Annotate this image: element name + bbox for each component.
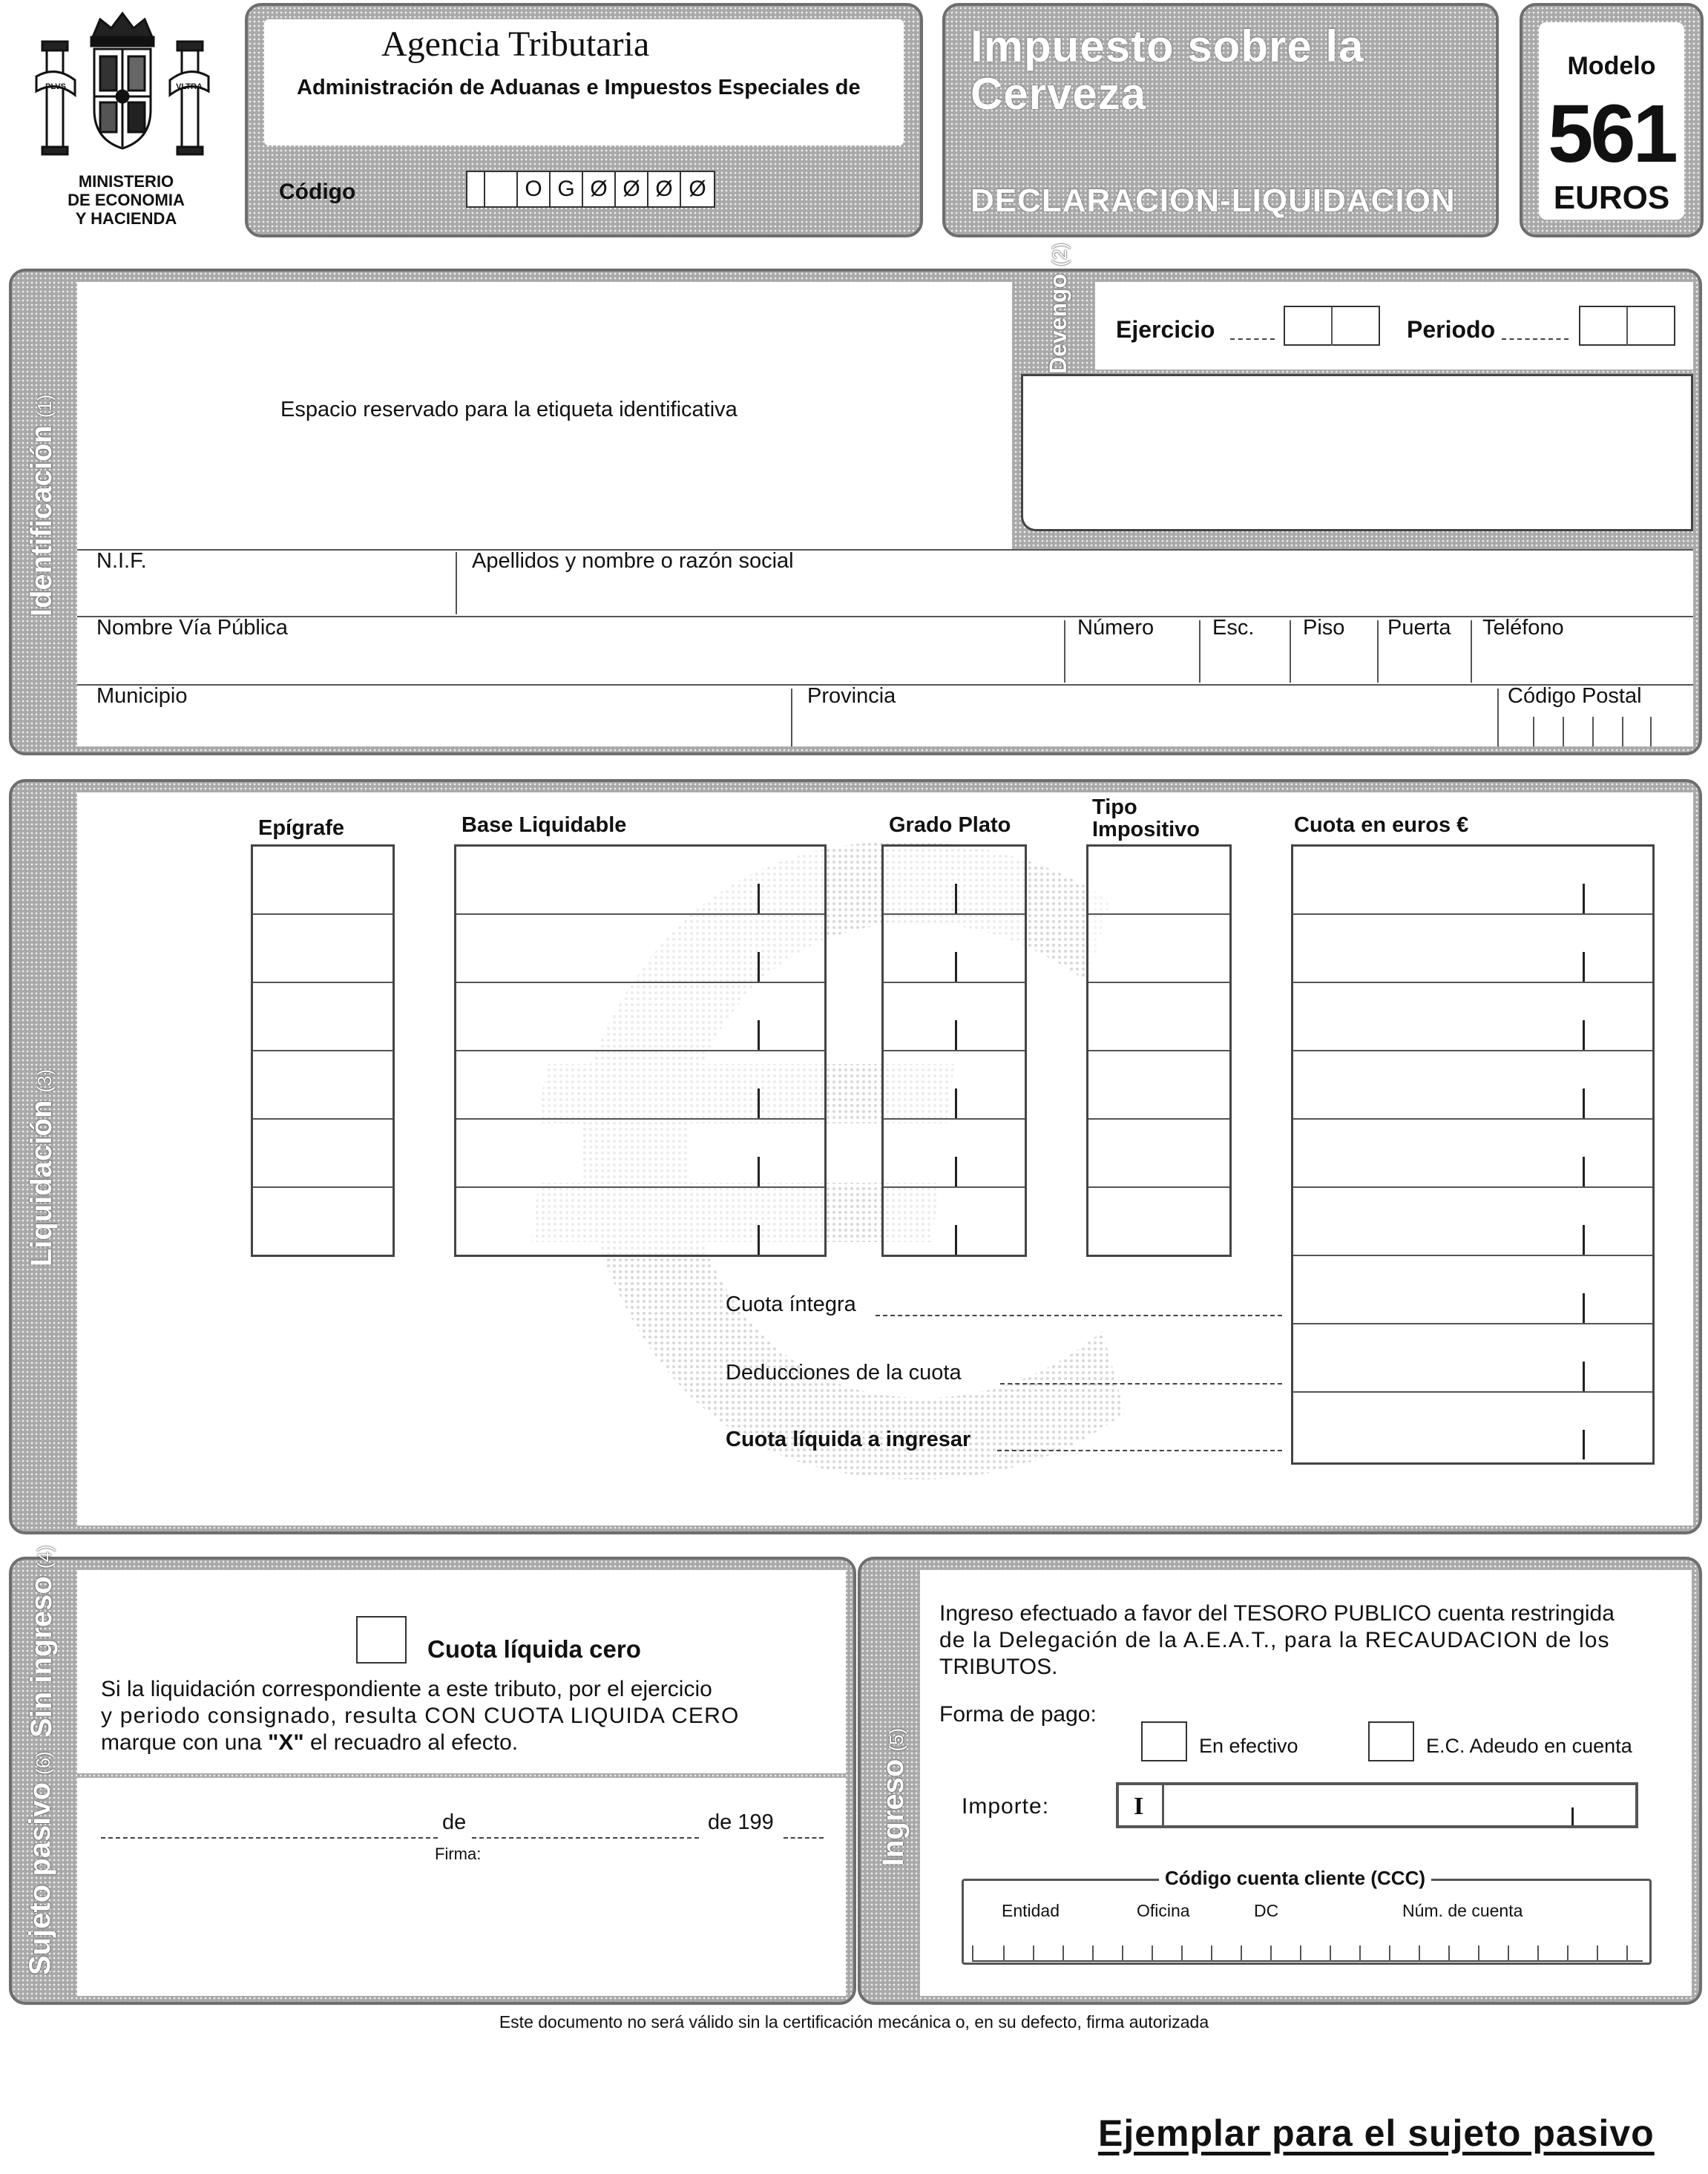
code-char xyxy=(485,172,518,206)
cuota-cero-checkbox[interactable] xyxy=(356,1616,407,1664)
ministry-line-2: DE ECONOMIA xyxy=(68,191,185,209)
anio-field[interactable] xyxy=(784,1812,824,1839)
liquidacion-row[interactable] xyxy=(251,1186,1655,1257)
municipio-label: Municipio xyxy=(96,684,188,708)
col-epigrafe-header: Epígrafe xyxy=(258,816,345,840)
ccc-dc-label: DC xyxy=(1254,1901,1279,1920)
col-base-header: Base Liquidable xyxy=(462,813,627,837)
code-char xyxy=(467,172,485,206)
liquidacion-row[interactable] xyxy=(251,913,1655,981)
numero-label: Número xyxy=(1077,616,1154,640)
liquidacion-row[interactable] xyxy=(251,844,1655,913)
model-currency: EUROS xyxy=(1553,180,1670,216)
importe-label: Importe: xyxy=(962,1794,1050,1819)
ccc-entidad-label: Entidad xyxy=(1002,1901,1060,1920)
periodo-input[interactable] xyxy=(1579,306,1675,346)
code-char: G xyxy=(551,172,583,206)
tax-title-panel xyxy=(942,3,1499,237)
codigo-postal-field[interactable] xyxy=(1533,717,1652,746)
svg-text:PLVS: PLVS xyxy=(45,82,66,91)
piso-label: Piso xyxy=(1303,616,1345,640)
adeudo-checkbox[interactable] xyxy=(1368,1721,1414,1761)
col-tipo-header-2: Impositivo xyxy=(1092,818,1200,841)
code-char: Ø xyxy=(616,172,648,206)
via-field[interactable] xyxy=(77,616,1064,684)
forma-pago-label: Forma de pago: xyxy=(939,1702,1097,1727)
sin-ingreso-text-1: Si la liquidación correspondiente a este tributo, por el ejercicio xyxy=(101,1677,712,1701)
identificacion-label: Identificación(1) xyxy=(25,394,58,617)
nif-field[interactable] xyxy=(77,549,456,616)
ingreso-text-3: TRIBUTOS. xyxy=(939,1655,1058,1679)
tax-title-line-2: Cerveza xyxy=(970,69,1147,119)
identificacion-section xyxy=(9,243,1702,755)
importe-input[interactable] xyxy=(1116,1782,1638,1828)
provincia-field[interactable] xyxy=(792,684,1497,746)
nif-label: N.I.F. xyxy=(96,549,147,573)
model-panel xyxy=(1520,3,1704,237)
code-char: Ø xyxy=(583,172,616,206)
ccc-cuenta-label: Núm. de cuenta xyxy=(1402,1901,1523,1920)
devengo-label: Devengo(2) xyxy=(1045,243,1071,374)
sin-ingreso-text-2: y periodo consignado, resulta CON CUOTA LIQUIDA CERO xyxy=(101,1704,740,1728)
provincia-label: Provincia xyxy=(807,684,896,708)
col-grado-header: Grado Plato xyxy=(889,813,1011,837)
ccc-title: Código cuenta cliente (CCC) xyxy=(1159,1867,1431,1890)
code-char: O xyxy=(518,172,551,206)
apellidos-field[interactable] xyxy=(457,549,1689,616)
deducciones-field[interactable] xyxy=(1291,1352,1655,1420)
code-char: Ø xyxy=(689,177,706,201)
ejercicio-label: Ejercicio xyxy=(1116,316,1215,343)
tax-title-line-1: Impuesto sobre la xyxy=(970,22,1364,71)
sin-ingreso-label: Sin ingreso(4) xyxy=(25,1545,58,1738)
copy-label: Ejemplar para el sujeto pasivo xyxy=(1098,2112,1655,2154)
telefono-label: Teléfono xyxy=(1482,616,1564,640)
liquidacion-row[interactable] xyxy=(251,1117,1655,1186)
cuota-liquida-field[interactable] xyxy=(1291,1420,1655,1465)
col-tipo-header-1: Tipo xyxy=(1092,795,1137,819)
cuota-cero-title: Cuota líquida cero xyxy=(427,1635,641,1663)
ingreso-text-2: de la Delegación de la A.E.A.T., para la RECAUDACION de los xyxy=(939,1628,1610,1652)
col-cuota-header: Cuota en euros € xyxy=(1294,813,1469,837)
efectivo-checkbox[interactable] xyxy=(1141,1721,1187,1761)
codigo-postal-label: Código Postal xyxy=(1508,684,1642,708)
firma-label: Firma: xyxy=(435,1845,482,1863)
model-number: 561 xyxy=(1548,88,1675,180)
tax-subtitle: DECLARACION-LIQUIDACION xyxy=(970,183,1456,219)
municipio-field[interactable] xyxy=(77,684,791,746)
agency-panel xyxy=(245,3,923,237)
deducciones-label: Deducciones de la cuota xyxy=(726,1361,962,1385)
sin-ingreso-section xyxy=(9,1545,856,2005)
efectivo-label: En efectivo xyxy=(1199,1735,1298,1757)
ministry-name xyxy=(37,172,215,228)
agency-subtitle: Administración de Aduanas e Impuestos Especiales de xyxy=(297,76,861,99)
ccc-oficina-label: Oficina xyxy=(1137,1901,1190,1920)
devengo-detail-area[interactable] xyxy=(1021,374,1693,531)
agency-code-boxes xyxy=(466,171,715,208)
agency-name: Agencia Tributaria xyxy=(381,24,650,64)
importe-prefix: I xyxy=(1134,1793,1144,1820)
etiqueta-text: Espacio reservado para la etiqueta identificativa xyxy=(280,398,738,421)
cuota-liquida-label: Cuota líquida a ingresar xyxy=(726,1428,971,1451)
esc-label: Esc. xyxy=(1212,616,1255,640)
code-char: Ø xyxy=(648,172,681,206)
ccc-digits[interactable] xyxy=(966,1937,1647,1962)
sujeto-pasivo-label: Sujeto pasivo(6) xyxy=(24,1751,56,1975)
coat-of-arms-emblem xyxy=(33,6,211,158)
via-label: Nombre Vía Pública xyxy=(96,616,288,640)
ministry-line-3: Y HACIENDA xyxy=(75,209,177,228)
cuota-integra-field[interactable] xyxy=(1291,1284,1655,1352)
ingreso-label: Ingreso(5) xyxy=(877,1727,910,1867)
puerta-label: Puerta xyxy=(1387,616,1451,640)
svg-text:VLTRA: VLTRA xyxy=(176,82,203,91)
ministry-line-1: MINISTERIO xyxy=(78,172,174,191)
liquidacion-row[interactable] xyxy=(251,1049,1655,1117)
lugar-field[interactable] xyxy=(101,1812,438,1839)
firma-field[interactable] xyxy=(101,1864,835,1990)
sin-ingreso-text-3: marque con una "X" el recuadro al efecto. xyxy=(101,1730,519,1755)
apellidos-label: Apellidos y nombre o razón social xyxy=(472,549,794,573)
periodo-label: Periodo xyxy=(1407,316,1496,343)
liquidacion-label: Liquidación(3) xyxy=(25,1068,58,1267)
cuota-integra-label: Cuota íntegra xyxy=(726,1293,856,1316)
adeudo-label: E.C. Adeudo en cuenta xyxy=(1426,1735,1632,1757)
agency-code-label: Código xyxy=(279,180,356,204)
liquidacion-section xyxy=(9,779,1702,1534)
ingreso-text-1: Ingreso efectuado a favor del TESORO PUBLICO cuenta restringida xyxy=(939,1601,1615,1626)
model-label: Modelo xyxy=(1567,52,1656,80)
de-label-1: de xyxy=(442,1810,467,1834)
ingreso-section xyxy=(858,1557,1702,2005)
de-label-2: de 199 xyxy=(708,1810,774,1834)
ejercicio-input[interactable] xyxy=(1284,306,1380,346)
mes-field[interactable] xyxy=(472,1812,699,1839)
footer-note: Este documento no será válido sin la certificación mecánica o, en su defecto, firma autorizada xyxy=(499,2012,1209,2032)
liquidacion-row[interactable] xyxy=(251,981,1655,1049)
